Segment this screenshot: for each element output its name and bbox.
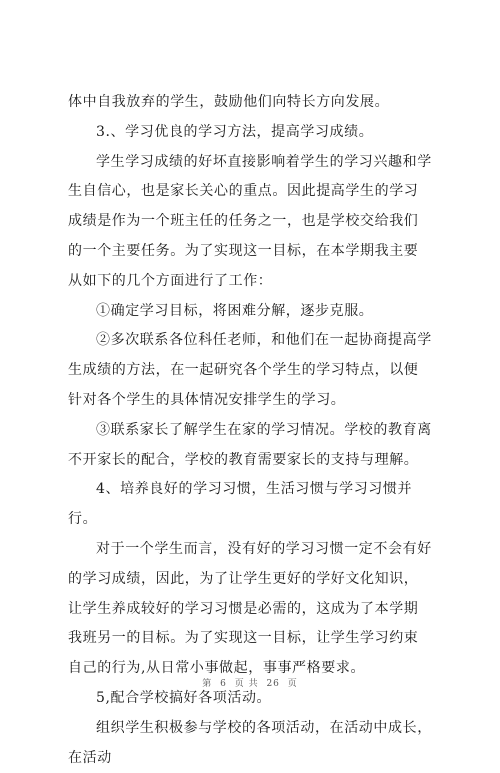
document-body bbox=[68, 88, 432, 773]
page-number: 6 bbox=[220, 679, 227, 689]
paragraph-1: 体中自我放弃的学生，鼓励他们向特长方向发展。 bbox=[68, 94, 390, 110]
page-middle: 页 共 bbox=[234, 679, 259, 689]
paragraph-2: 3.、学习优良的学习方法，提高学习成绩。 bbox=[96, 123, 374, 140]
paragraph-3: 学生学习成绩的好坏直接影响着学生的学习兴趣和学生自信心，也是家长关心的重点。因此提高学生的学习成绩是作为一个班主任的任务之一，也是学校交给我们的一个主要任务。为了实现这一目标，在本学期我主要从如下的几个方面进行了工作： bbox=[68, 153, 432, 289]
paragraph-5: ②多次联系各位科任老师，和他们在一起协商提高学生成绩的方法，在一起研究各个学生的学习特点，以便针对各个学生的具体情况安排学生的学习。 bbox=[68, 332, 432, 408]
page-prefix: 第 bbox=[202, 679, 213, 689]
paragraph-10: 组织学生积极参与学校的各项活动，在活动中成长，在活动 bbox=[68, 719, 432, 766]
page-footer bbox=[0, 676, 500, 689]
paragraph-7: 4、培养良好的学习习惯，生活习惯与学习习惯并行。 bbox=[68, 481, 413, 528]
paragraph-9: 5,配合学校搞好各项活动。 bbox=[96, 689, 272, 706]
page-total: 26 bbox=[266, 679, 280, 689]
paragraph-8: 对于一个学生而言，没有好的学习习惯一定不会有好的学习成绩，因此，为了让学生更好的学好文化知识，让学生养成较好的学习习惯是必需的，这成为了本学期我班另一的目标。为了实现这一目标，让学生学习约束自己的行为,从日常小事做起，事事严格要求。 bbox=[68, 540, 432, 677]
paragraph-6: ③联系家长了解学生在家的学习情况。学校的教育离不开家长的配合，学校的教育需要家长的支持与理解。 bbox=[68, 421, 432, 468]
page-suffix: 页 bbox=[287, 679, 298, 689]
paragraph-4: ①确定学习目标，将困难分解，逐步克服。 bbox=[96, 302, 374, 319]
